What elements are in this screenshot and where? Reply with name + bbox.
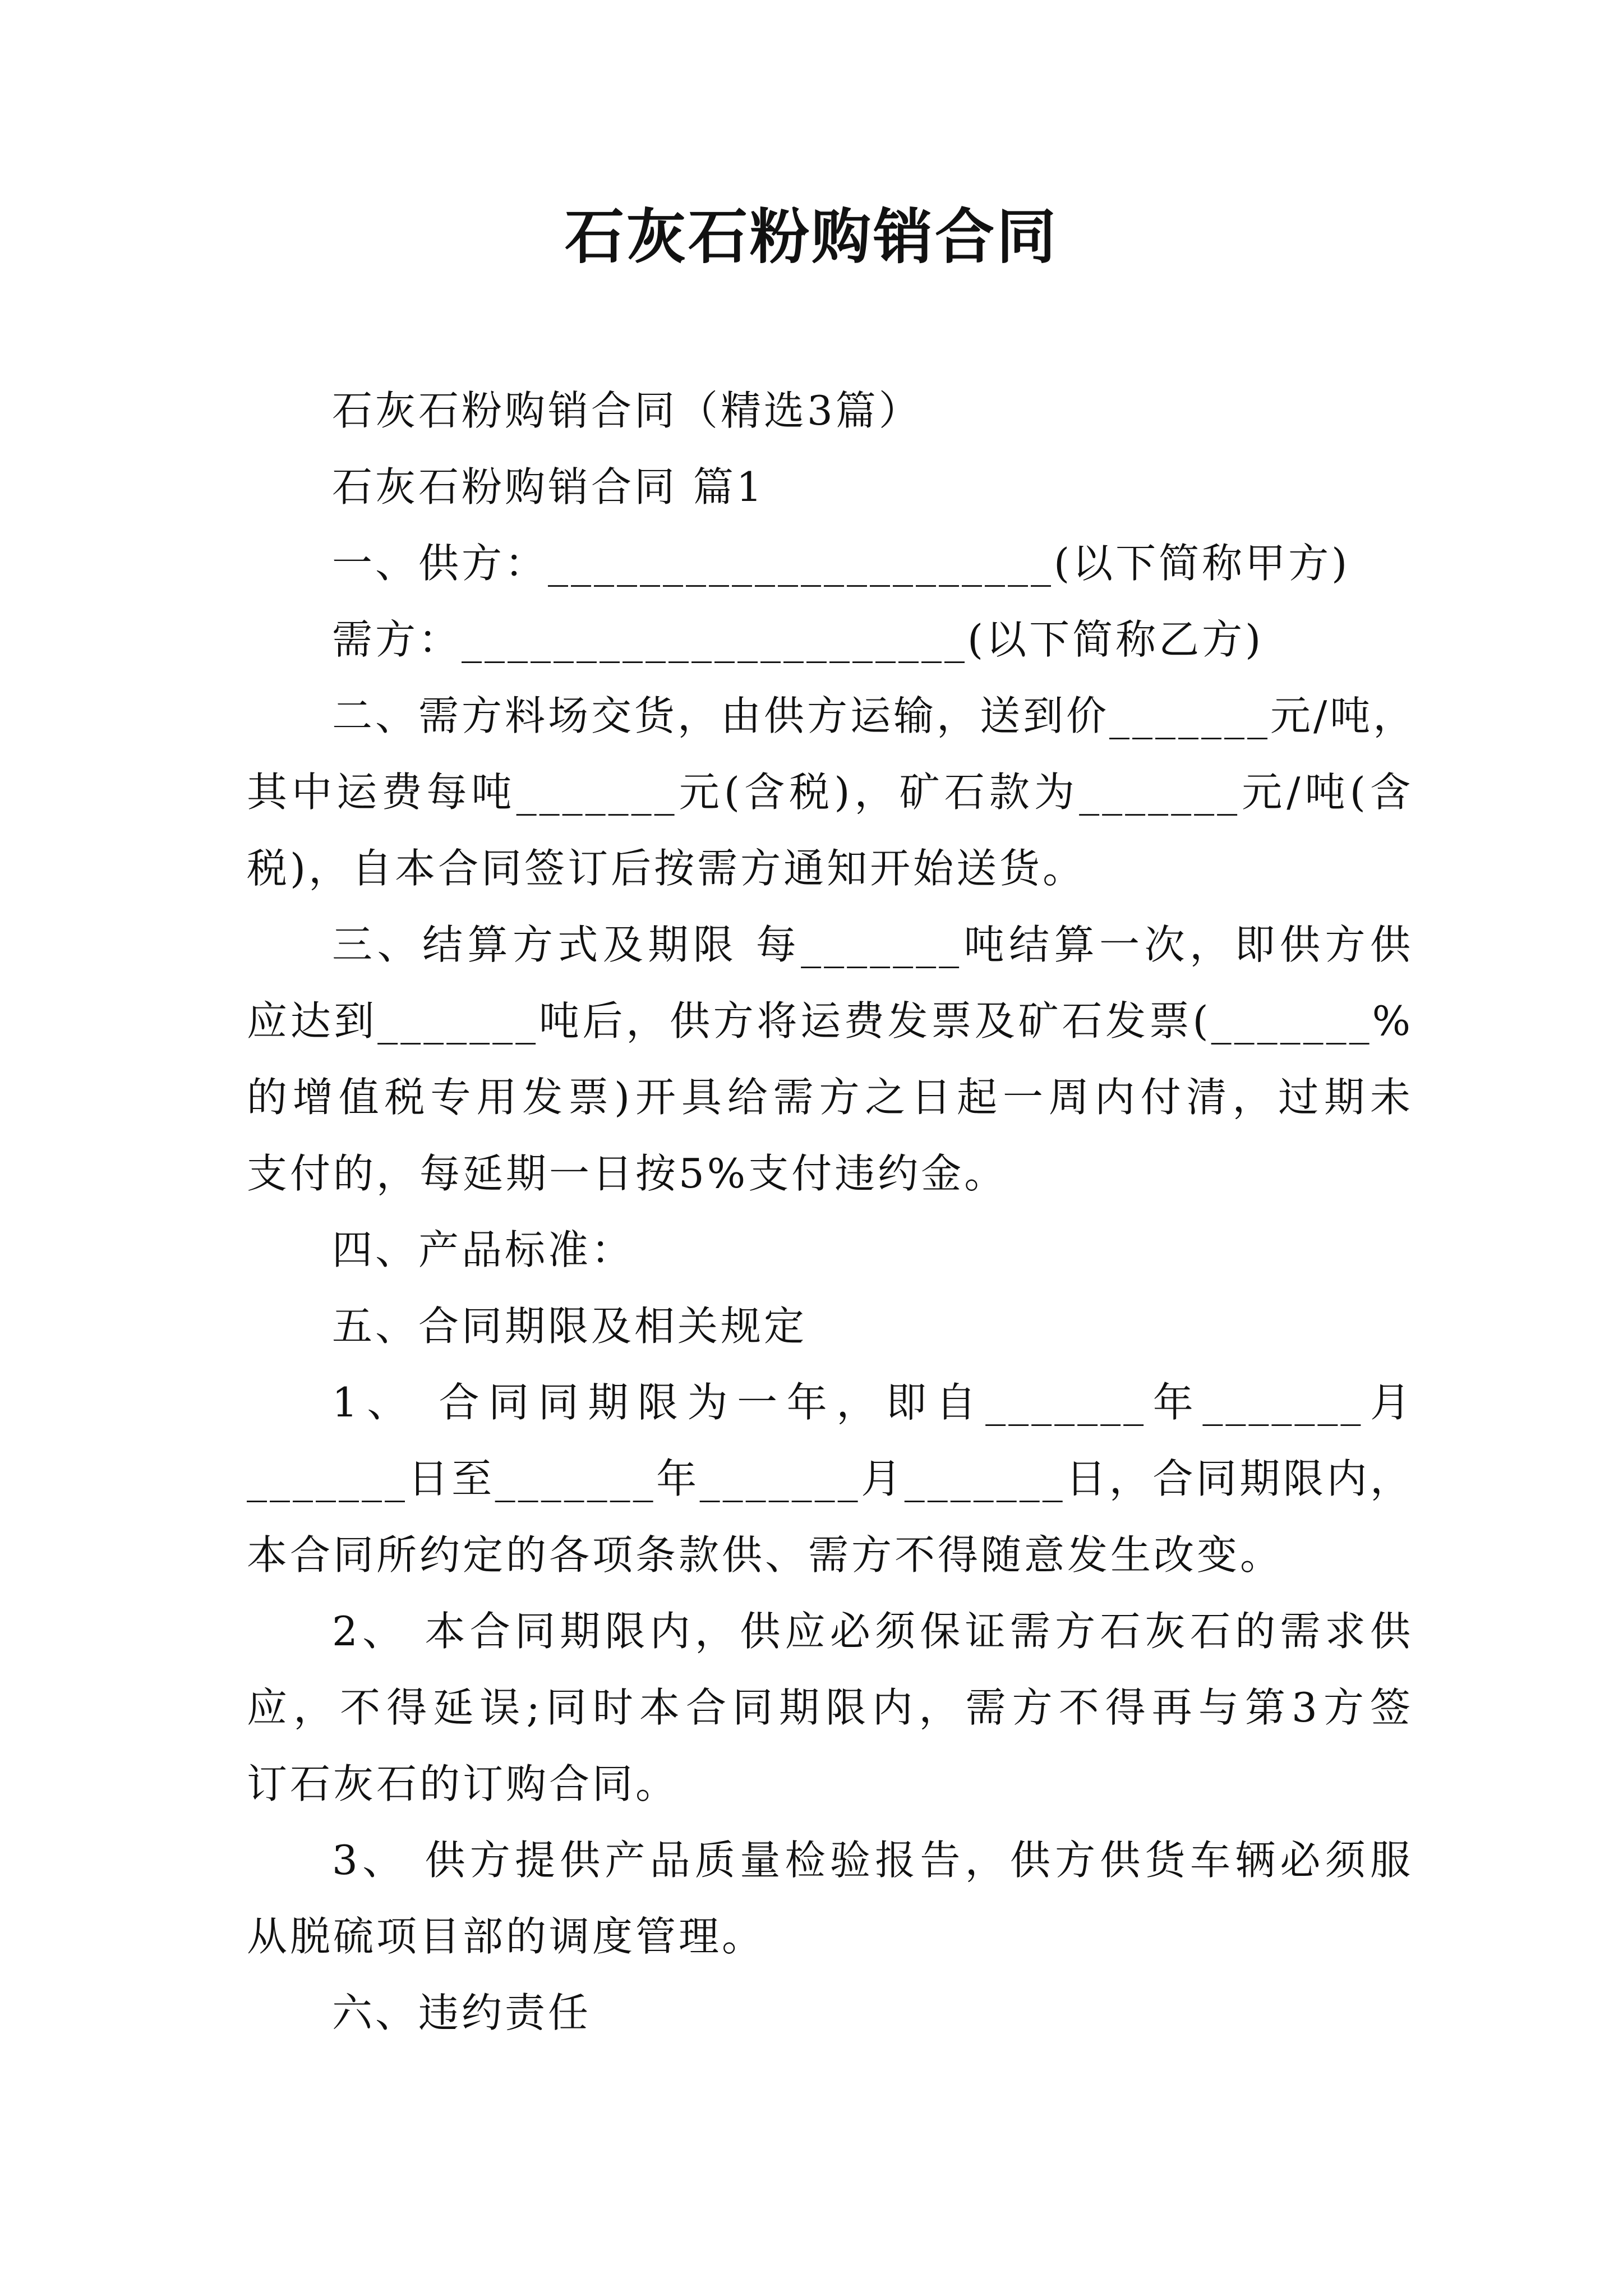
clause-5-3-line-2: 从脱硫项目部的调度管理。	[247, 1913, 766, 1960]
clause-5-2-line-1: 2、 本合同期限内，供应必须保证需方石灰石的需求供	[332, 1608, 1413, 1655]
clause-4-heading: 四、产品标准：	[332, 1226, 635, 1273]
clause-3-line-3: 的增值税专用发票)开具给需方之日起一周内付清，过期未	[247, 1074, 1413, 1121]
clause-3-line-2: 应达到_______吨后，供方将运费发票及矿石发票(_______%	[247, 997, 1413, 1045]
clause-5-2-line-3: 订石灰石的订购合同。	[247, 1760, 679, 1807]
clause-5-1-line-1: 1、 合同同期限为一年，即自_______年_______月	[332, 1379, 1413, 1426]
clause-2-line-1: 二、需方料场交货，由供方运输，送到价_______元/吨，	[332, 692, 1417, 739]
clause-5-2-line-2: 应，不得延误;同时本合同期限内，需方不得再与第3方签	[247, 1684, 1413, 1731]
clause-5-heading: 五、合同期限及相关规定	[332, 1303, 808, 1350]
subtitle-selection: 石灰石粉购销合同（精选3篇）	[332, 387, 922, 434]
clause-6-heading: 六、违约责任	[332, 1989, 592, 2036]
clause-buyer: 需方：______________________(以下简称乙方)	[332, 616, 1264, 663]
clause-5-3-line-1: 3、 供方提供产品质量检验报告，供方供货车辆必须服	[332, 1837, 1413, 1884]
section-heading-part1: 石灰石粉购销合同 篇1	[332, 463, 765, 510]
clause-3-line-1: 三、结算方式及期限 每_______吨结算一次，即供方供	[332, 921, 1413, 968]
document-title: 石灰石粉购销合同	[565, 201, 1058, 272]
clause-5-1-line-2: _______日至_______年_______月_______日，合同期限内，	[247, 1455, 1413, 1502]
clause-supplier: 一、供方：______________________(以下简称甲方)	[332, 540, 1350, 587]
clause-3-line-4: 支付的，每延期一日按5%支付违约金。	[247, 1150, 1008, 1197]
clause-5-1-line-3: 本合同所约定的各项条款供、需方不得随意发生改变。	[247, 1531, 1284, 1579]
clause-2-line-2: 其中运费每吨_______元(含税)，矿石款为_______元/吨(含	[247, 769, 1413, 816]
clause-2-line-3: 税)，自本合同签订后按需方通知开始送货。	[247, 845, 1086, 892]
